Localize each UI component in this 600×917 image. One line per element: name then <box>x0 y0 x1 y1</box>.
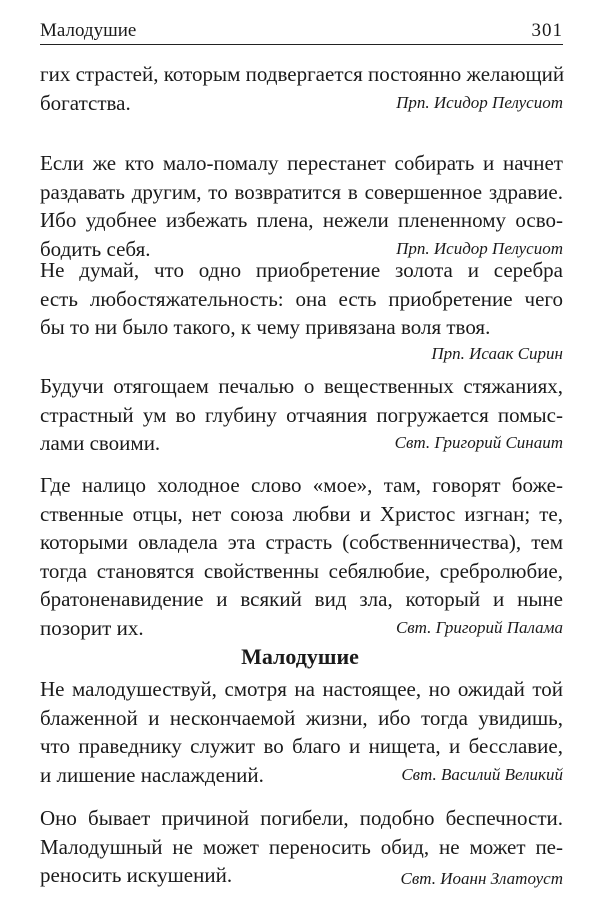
section-heading: Малодушие <box>241 644 359 669</box>
text-line: Ибо удобнее избежать плена, нежели плененному осво- <box>40 208 563 232</box>
quote-paragraph <box>40 60 563 117</box>
quote-author: Прп. Исаак Сирин <box>431 343 563 363</box>
text-line: раздавать другим, то возвратится в совершенное здравие. <box>40 179 563 204</box>
quote-author: Прп. Исидор Пелусиот <box>396 92 563 112</box>
text-line: братоненавидение и всякий вид зла, который и ныне <box>40 587 563 611</box>
text-line: есть любостяжательность: она есть приобретение чего <box>40 286 563 311</box>
text-line: ственные отцы, нет союза любви и Христос изгнан; те, <box>40 501 563 526</box>
text-line: Будучи отягощаем печалью о вещественных стяжаниях, <box>40 374 563 398</box>
quote-author: Свт. Василий Великий <box>401 764 563 784</box>
text-line: Если же кто мало-помалу перестанет собирать и начнет <box>40 151 563 175</box>
text-line: блаженной и нескончаемой жизни, ибо тогда увидишь, <box>40 705 563 730</box>
text-line: позорит их. <box>40 615 144 640</box>
quote-paragraph <box>40 471 563 642</box>
quote-author: Свт. Иоанн Златоуст <box>400 869 563 888</box>
text-line: бы то ни было такого, к чему привязана воля твоя. <box>40 315 491 339</box>
text-line: и лишение наслаждений. <box>40 762 264 787</box>
text-line: Где налицо холодное слово «мое», там, говорят боже- <box>40 473 563 497</box>
quote-author: Свт. Григорий Палама <box>395 617 563 637</box>
text-line: гих страстей, которым подвергается постоянно желающий <box>40 62 565 86</box>
quote-paragraph <box>40 675 563 789</box>
text-line: которыми овладела эта страсть (собственничества), тем <box>40 530 563 554</box>
quote-paragraph <box>40 149 563 263</box>
text-line: бодить себя. <box>40 236 151 261</box>
text-line: что праведнику служит во благо и нищета, и бесславие, <box>40 734 563 758</box>
page-number: 301 <box>531 20 563 41</box>
text-line: богатства. <box>40 90 131 115</box>
text-line: тогда становятся свойственны себялюбие, сребролюбие, <box>40 558 563 583</box>
text-line: лами своими. <box>40 431 161 455</box>
quote-paragraph <box>40 256 563 366</box>
quote-author: Свт. Григорий Синаит <box>394 433 563 452</box>
running-title: Малодушие <box>40 20 137 41</box>
text-line: Не думай, что одно приобретение золота и серебра <box>40 258 563 282</box>
quote-paragraph <box>40 372 563 458</box>
text-line: Оно бывает причиной погибели, подобно беспечности. <box>40 806 563 830</box>
text-line: Не малодушествуй, смотря на настоящее, но ожидай той <box>40 677 563 701</box>
text-line: реносить искушений. <box>40 863 233 887</box>
text-line: страстный ум во глубину отчаяния погружается помыс- <box>40 402 563 427</box>
running-header <box>40 10 563 45</box>
quote-author: Прп. Исидор Пелусиот <box>396 238 563 258</box>
text-line: Малодушный не может переносить обид, не может пе- <box>40 834 563 859</box>
quote-paragraph <box>40 804 563 890</box>
